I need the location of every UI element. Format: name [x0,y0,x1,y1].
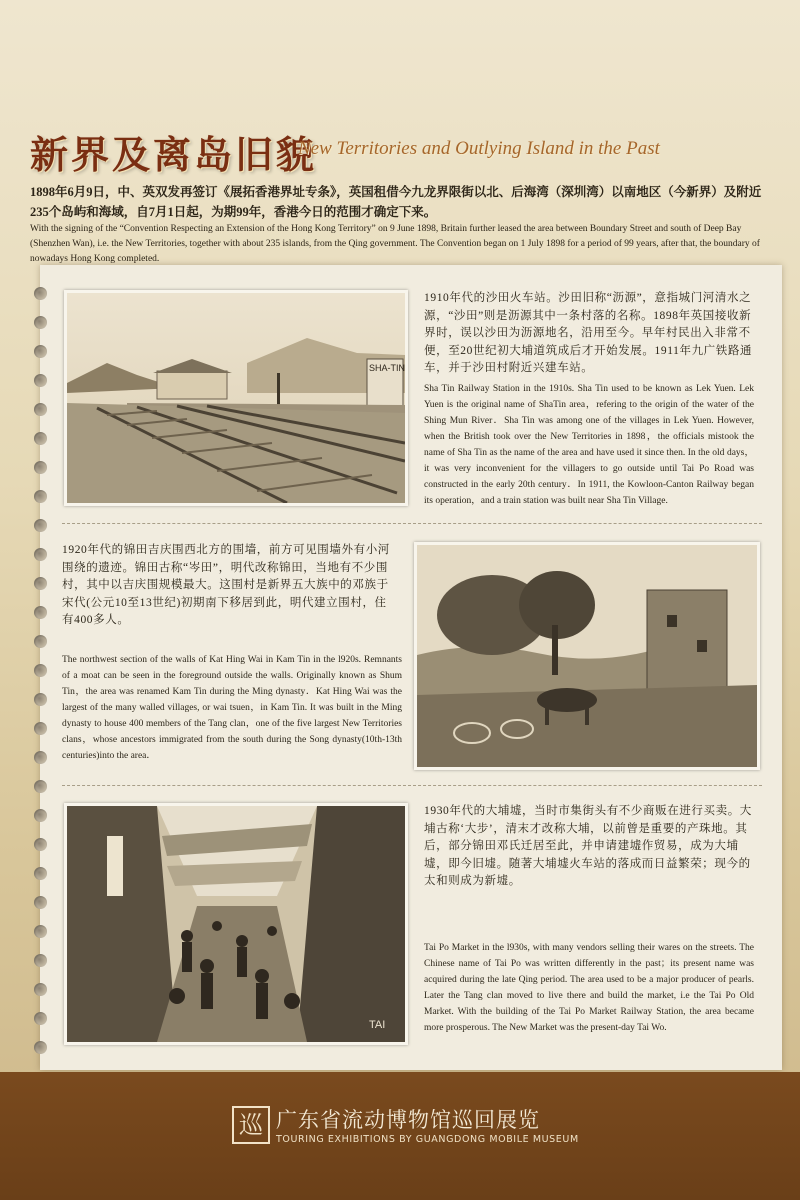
section-2-text-cn: 1920年代的锦田吉庆围西北方的围墙，前方可见围墙外有小河围绕的遗迹。锦田古称“岑田”，明代改称锦田，当地有不少围村，其中以吉庆围规模最大。这围村是新界五大族中的邓族于宋代(公元10至13世纪)初期南下移居到此，明代建立围村，住有400多人。 [62,544,390,626]
footer-bar [0,1072,800,1200]
binder-hole [34,664,47,677]
binder-hole [34,461,47,474]
binder-hole [34,838,47,851]
binder-hole [34,983,47,996]
binder-hole [34,1041,47,1054]
binder-hole [34,693,47,706]
photo-tai-po-market [64,803,408,1045]
page-title: 新界及离岛旧貌 [30,132,318,177]
section-divider [62,523,762,524]
binder-hole [34,751,47,764]
museum-name-en: TOURING EXHIBITIONS BY GUANGDONG MOBILE MUSEUM [276,1134,579,1145]
binder-hole [34,1012,47,1025]
intro-text-cn: 1898年6月9日，中、英双发再签订《展拓香港界址专条》，英国租借今九龙界限街以北、后海湾（深圳湾）以南地区（今新界）及附近235个岛屿和海域，自7月1日起，为期99年，香港今日的范围才确定下来。 [30,185,762,219]
museum-logo: 巡 [232,1106,270,1144]
binder-hole [34,374,47,387]
museum-name-cn: 广东省流动博物馆巡回展览 [276,1108,540,1132]
binder-hole [34,316,47,329]
binder-hole [34,403,47,416]
section-2-text-en: The northwest section of the walls of Kat Hing Wai in Kam Tin in the l920s. Remnants of a moat can be seen in the foreground outside the walls. Originally known as Shum Tin，the area was renamed Kam Tin during the Ming dynasty．Kat Hing Wai was the largest of the many walled villages, or wai tsuen，in Kam Tin. It was built in the Ming dynasty to house 400 members of the Tang clan，one of the five largest New Territories clans，whose ancestors immigrated from the south during the Song dynasty(10th-13th centuries)into the area． [62,655,402,761]
binder-hole [34,635,47,648]
binder-hole [34,809,47,822]
section-3-text-en: Tai Po Market in the l930s, with many vendors selling their wares on the streets. The Chinese name of Tai Po was written differently in the past；its present name was acquired during the late Qing period. The area used to be a major producer of pearls. Later the Tang clan moved to live there and build the market, i.e the Tai Po Old Market. With the building of the Tai Po Market Railway Station, the area became more prosperous. The New Market was the present-day Tai Wo. [424,943,754,1033]
station-sign: SHA-TIN [369,363,405,373]
binder-hole [34,925,47,938]
binder-hole [34,548,47,561]
section-3-text-cn: 1930年代的大埔墟，当时市集街头有不少商贩在进行买卖。大埔古称‘大步’，清末才改称大埔，以前曾是重要的产珠地。其后，部分锦田邓氏迁居至此，并申请建墟作贸易，成为大埔墟，即今旧墟。随著大埔墟火车站的落成而日益繁荣；现今的太和则成为新墟。 [424,805,752,887]
binder-hole [34,867,47,880]
binder-hole [34,780,47,793]
binder-hole [34,722,47,735]
binder-hole [34,287,47,300]
binder-hole [34,519,47,532]
photo-sha-tin-station [64,290,408,506]
binder-hole [34,490,47,503]
page-title-en: New Territories and Outlying Island in the Past [298,138,660,159]
intro-text-en: With the signing of the “Convention Respecting an Extension of the Hong Kong Territory” on 9 June 1898, Britain further leased the area between Boundary Street and south of Deep Bay (Shenzhen Wan), i.e. the New Territories, together with about 235 islands, from the Qing government. The Convention began on 1 July 1898 for a period of 99 years, after that, the boundary of nowadays Hong Kong completed. [30,224,760,264]
binder-hole [34,577,47,590]
binder-hole [34,345,47,358]
title-row [30,120,770,180]
binder-hole [34,606,47,619]
binder-hole [34,954,47,967]
binder-hole [34,432,47,445]
photo-kat-hing-wai [414,542,760,770]
shop-sign: TAI [369,1019,386,1031]
section-divider [62,785,762,786]
section-1-text-cn: 1910年代的沙田火车站。沙田旧称“沥源”，意指城门河清水之源，“沙田”则是沥源其中一条村落的名称。1898年英国接收新界时，误以沙田为沥源地名，沿用至今。早年村民出入非常不便，至20世纪初大埔道筑成后才开始发展。1911年九广铁路通车，并于沙田村附近兴建车站。 [424,292,753,374]
binder-hole [34,896,47,909]
section-1-text-en: Sha Tin Railway Station in the 1910s. Sha Tin used to be known as Lek Yuen. Lek Yuen is the original name of ShaTin area，refering to the origin of the water of the Shing Mun River．Sha Tin was among one of the villages in Lek Yuen. However, when the British took over the New Territories in 1898，the officials mistook the name of Sha Tin as the name of the area and have used it since then. In the old days，it was very inconvenient for the villagers to go outside until Tai Po Road was constructed in the early 20th century．In 1911, the Kowloon-Canton Railway began its operation，and a train station was built near Sha Tin Village. [424,384,754,506]
